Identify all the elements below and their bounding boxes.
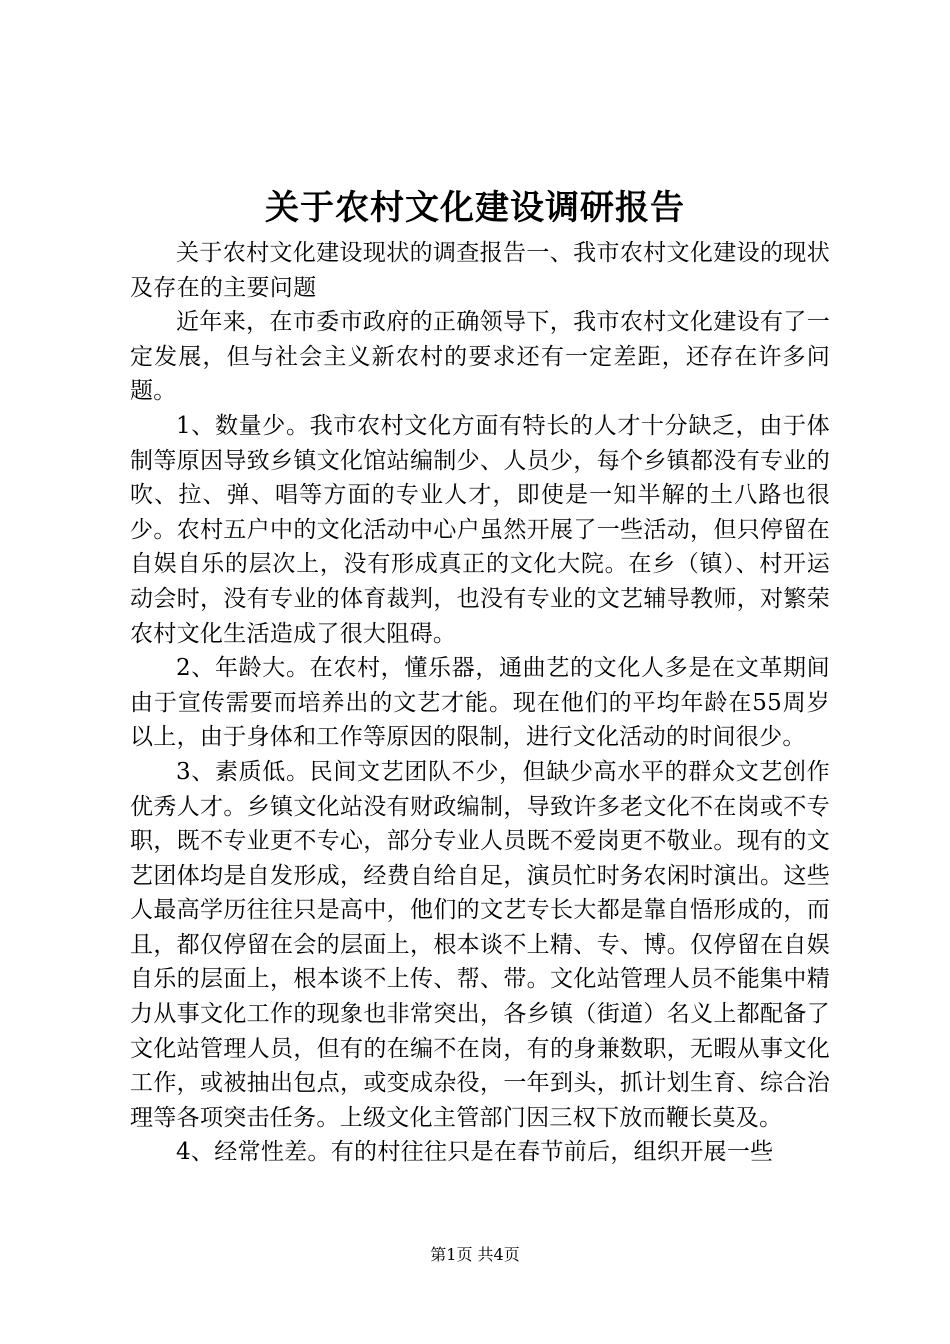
page-indicator: 第1页 共4页 [430, 1245, 520, 1264]
paragraph-point-3: 3、素质低。民间文艺团队不少，但缺少高水平的群众文艺创作优秀人才。乡镇文化站没有财政编制，导致许多老文化不在岗或不专职，既不专业更不专心，部分专业人员既不爱岗更不敬业。现有的文艺团体均是自发形成，经费自给自足，演员忙时务农闲时演出。这些人最高学历往往只是高中，他们的文艺专长大都是靠自悟形成的，而且，都仅停留在会的层面上，根本谈不上精、专、博。仅停留在自娱自乐的层面上，根本谈不上传、帮、带。文化站管理人员不能集中精力从事文化工作的现象也非常突出，各乡镇（街道）名义上都配备了文化站管理人员，但有的在编不在岗，有的身兼数职，无暇从事文化工作，或被抽出包点，或变成杂役，一年到头，抓计划生育、综合治理等各项突击任务。上级文化主管部门因三权下放而鞭长莫及。 [130, 758, 830, 1131]
paragraph-overview: 近年来，在市委市政府的正确领导下，我市农村文化建设有了一定发展，但与社会主义新农村的要求还有一定差距，还存在许多问题。 [130, 309, 830, 405]
document-title: 关于农村文化建设调研报告 [265, 188, 685, 228]
page-footer [0, 1244, 950, 1266]
document-body [130, 236, 830, 1170]
paragraph-point-4: 4、经常性差。有的村往往只是在春节前后，组织开展一些 [176, 1139, 774, 1166]
paragraph-intro: 关于农村文化建设现状的调查报告一、我市农村文化建设的现状及存在的主要问题 [130, 240, 830, 301]
paragraph-point-1: 1、数量少。我市农村文化方面有特长的人才十分缺乏，由于体制等原因导致乡镇文化馆站编制少、人员少，每个乡镇都没有专业的吹、拉、弹、唱等方面的专业人才，即使是一知半解的土八路也很少。农村五户中的文化活动中心户虽然开展了一些活动，但只停留在自娱自乐的层次上，没有形成真正的文化大院。在乡（镇）、村开运动会时，没有专业的体育裁判，也没有专业的文艺辅导教师，对繁荣农村文化生活造成了很大阻碍。 [130, 412, 830, 647]
paragraph-point-2: 2、年龄大。在农村，懂乐器，通曲艺的文化人多是在文革期间由于宣传需要而培养出的文艺才能。现在他们的平均年龄在55周岁以上，由于身体和工作等原因的限制，进行文化活动的时间很少。 [130, 655, 830, 751]
